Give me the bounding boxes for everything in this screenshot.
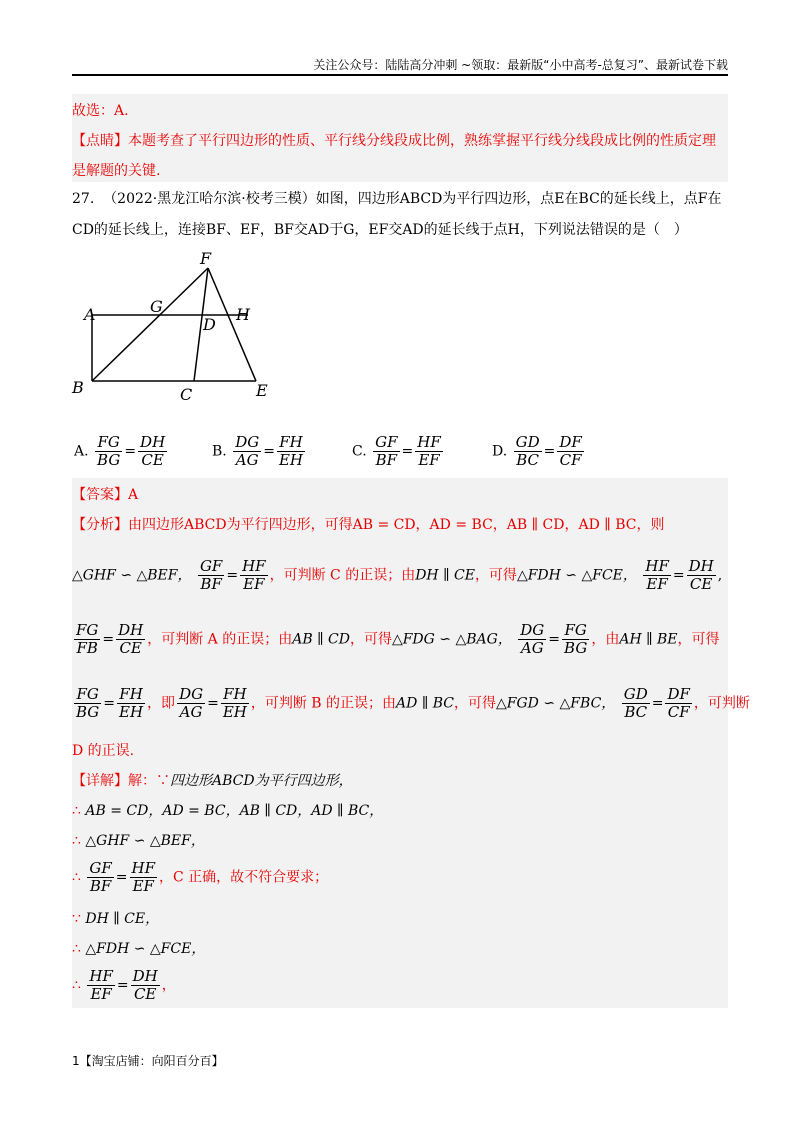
label-g: G [150, 297, 163, 316]
analysis-line-4: $\frac{FG}{BG}$ = $\frac{FH}{EH}$ ，即 $\frac{DG}{AG}$ = $\frac{FH}{EH}$ ，可判断 B 的正误；由AD ∥ BC，可得△FGD ∽ △FBC， $\frac{GD}{BC}$ = $\frac{DF}{CF}$ ，可判断 [76, 685, 750, 721]
option-a: A. $\frac{FG}{BG}$ = $\frac{DH}{CE}$ [74, 433, 166, 469]
comment-line-1: 【点睛】本题考查了平行四边形的性质、平行线分线段成比例，熟练掌握平行线分线段成比例的性质定理 [72, 133, 716, 149]
label-c: C [180, 385, 193, 404]
answer-line: 【答案】A [72, 487, 139, 503]
detail-line-2: ∴ AB = CD，AD = BC，AB ∥ CD，AD ∥ BC， [72, 803, 384, 819]
page-header: 关注公众号：陆陆高分冲刺 ~领取：最新版“小中高考-总复习”、最新试卷下载 [313, 58, 728, 72]
question-line-2: CD的延长线上，连接BF、EF，BF交AD于G，EF交AD的延长线于点H，下列说法错误的是（ ） [72, 222, 688, 238]
detail-line-3: ∴ △GHF ∽ △BEF， [72, 833, 205, 849]
detail-line-5: ∵ DH ∥ CE， [72, 911, 160, 927]
option-c: C. $\frac{GF}{BF}$ = $\frac{HF}{EF}$ [352, 433, 441, 469]
option-b: B. $\frac{DG}{AG}$ = $\frac{FH}{EH}$ [212, 433, 303, 469]
label-a: A [84, 305, 96, 324]
detail-line-7: ∴ $\frac{HF}{EF}$ = $\frac{DH}{CE}$ ， [72, 967, 176, 1003]
option-d: D. $\frac{GD}{BC}$ = $\frac{DF}{CF}$ [492, 433, 582, 469]
label-b: B [72, 378, 84, 397]
header-rule [72, 74, 728, 76]
detail-line-4: ∴ $\frac{GF}{BF}$ = $\frac{HF}{EF}$ ，C 正确，故不符合要求； [72, 859, 329, 895]
label-f: F [200, 249, 212, 268]
analysis-line-5: D 的正误. [72, 743, 135, 759]
detail-line-1: 【详解】解：∵四边形ABCD为平行四边形， [72, 773, 353, 789]
label-d: D [203, 315, 216, 334]
analysis-line-3: $\frac{FG}{FB}$ = $\frac{DH}{CE}$ ，可判断 A 的正误；由AB ∥ CD，可得△FDG ∽ △BAG， $\frac{DG}{AG}$ = $\frac{FG}{BG}$ ，由AH ∥ BE，可得 [76, 621, 720, 657]
analysis-line-2: △GHF ∽ △BEF， $\frac{GF}{BF}$ = $\frac{HF}{EF}$ ，可判断 C 的正误；由DH ∥ CE，可得△FDH ∽ △FCE， $\frac{HF}{EF}$ = $\frac{DH}{CE}$ , [72, 557, 723, 593]
detail-line-6: ∴ △FDH ∽ △FCE， [72, 941, 206, 957]
analysis-line-1: 【分析】由四边形ABCD为平行四边形，可得AB = CD，AD = BC，AB ∥ CD，AD ∥ BC，则 [72, 517, 665, 533]
label-e: E [256, 381, 268, 400]
page-footer: 1【淘宝店铺：向阳百分百】 [72, 1054, 224, 1068]
label-h: H [236, 305, 250, 324]
geometry-figure [70, 248, 290, 408]
choose-line: 故选：A. [72, 103, 129, 119]
comment-line-2: 是解题的关键. [72, 163, 161, 179]
question-line-1: 27. （2022·黑龙江哈尔滨·校考三模）如图，四边形ABCD为平行四边形，点E在BC的延长线上，点F在 [72, 191, 722, 207]
